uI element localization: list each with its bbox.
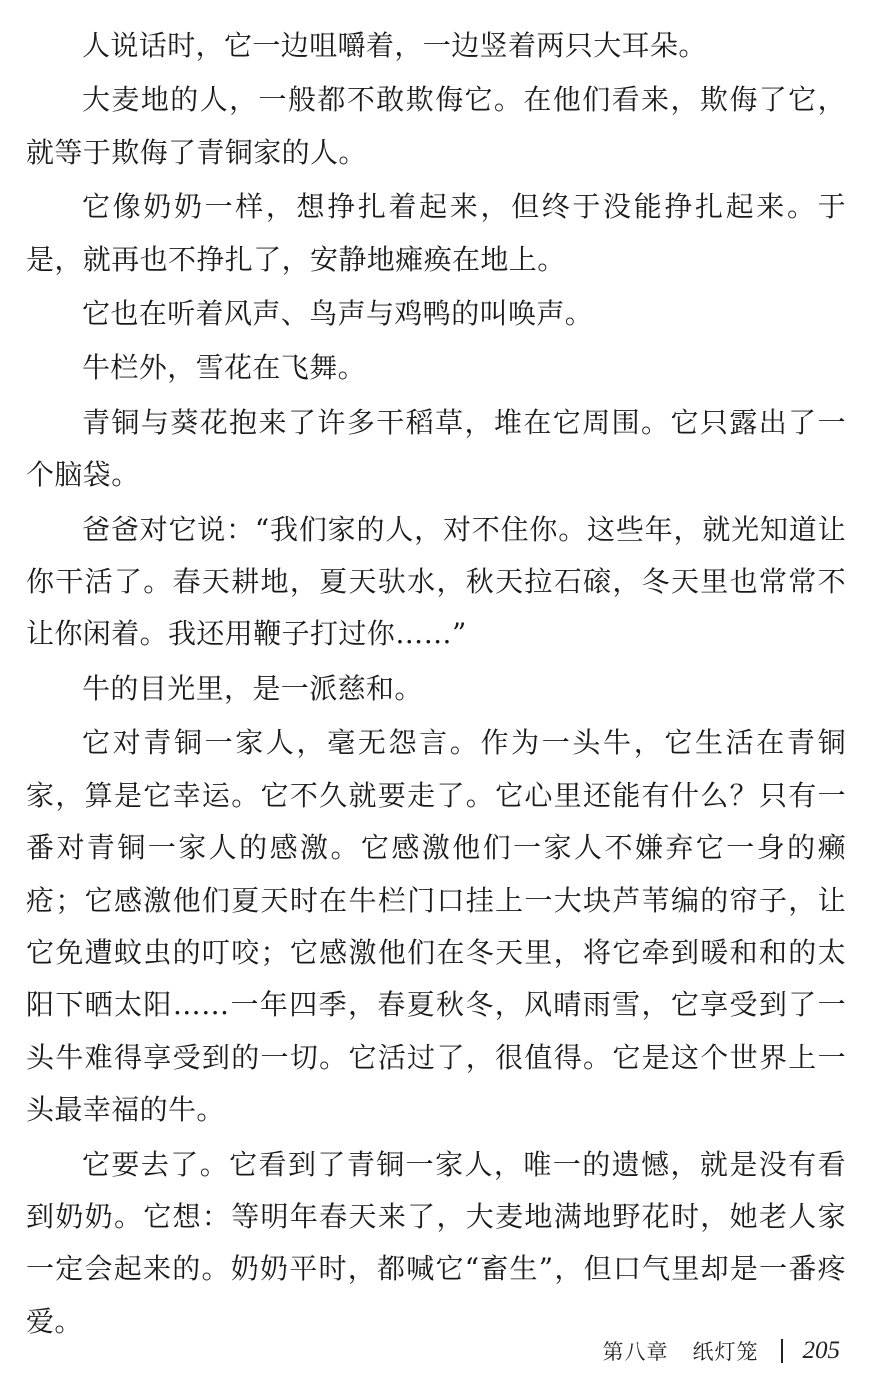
paragraph-8: 牛的目光里，是一派慈和。 (82, 671, 423, 705)
paragraph-9: 它对青铜一家人，毫无怨言。作为一头牛，它生活在青铜家，算是它幸运。它不久就要走了。它心里还能有什么？只有一番对青铜一家人的感激。它感激他们一家人不嫌弃它一身的癞疮；它感激他们夏天时在牛栏门口挂上一大块芦苇编的帘子，让它免遭蚊虫的叮咬；它感激他们在冬天里，将它牵到暖和和的太阳下晒太阳……一年四季，春夏秋冬，风晴雨雪，它享受到了一头牛难得享受到的一切。它活过了，很值得。它是这个世界上一头最幸福的牛。 (26, 726, 846, 1127)
page-body (26, 20, 846, 1350)
footer-divider (781, 1339, 783, 1363)
chapter-label: 第八章 (602, 1340, 669, 1364)
paragraph-4: 它也在听着风声、鸟声与鸡鸭的叫唤声。 (82, 297, 594, 331)
paragraph-2: 大麦地的人，一般都不敢欺侮它。在他们看来，欺侮了它，就等于欺侮了青铜家的人。 (26, 83, 846, 169)
paragraph-10: 它要去了。它看到了青铜一家人，唯一的遗憾，就是没有看到奶奶。它想：等明年春天来了，大麦地满地野花时，她老人家一定会起来的。奶奶平时，都喊它“畜生”，但口气里却是一番疼爱。 (26, 1147, 846, 1338)
paragraph-1: 人说话时，它一边咀嚼着，一边竖着两只大耳朵。 (82, 29, 707, 62)
page-number: 205 (802, 1337, 840, 1364)
paragraph-5: 牛栏外，雪花在飞舞。 (82, 351, 367, 385)
paragraph-3: 它像奶奶一样，想挣扎着起来，但终于没能挣扎起来。于是，就再也不挣扎了，安静地瘫痪在地上。 (26, 190, 846, 276)
page-footer (603, 1333, 841, 1369)
chapter-title: 纸灯笼 (692, 1340, 759, 1364)
paragraph-7: 爸爸对它说：“我们家的人，对不住你。这些年，就光知道让你干活了。春天耕地，夏天驮水，秋天拉石磙，冬天里也常常不让你闲着。我还用鞭子打过你……” (26, 512, 846, 651)
paragraph-6: 青铜与葵花抱来了许多干稻草，堆在它周围。它只露出了一个脑袋。 (26, 405, 846, 492)
